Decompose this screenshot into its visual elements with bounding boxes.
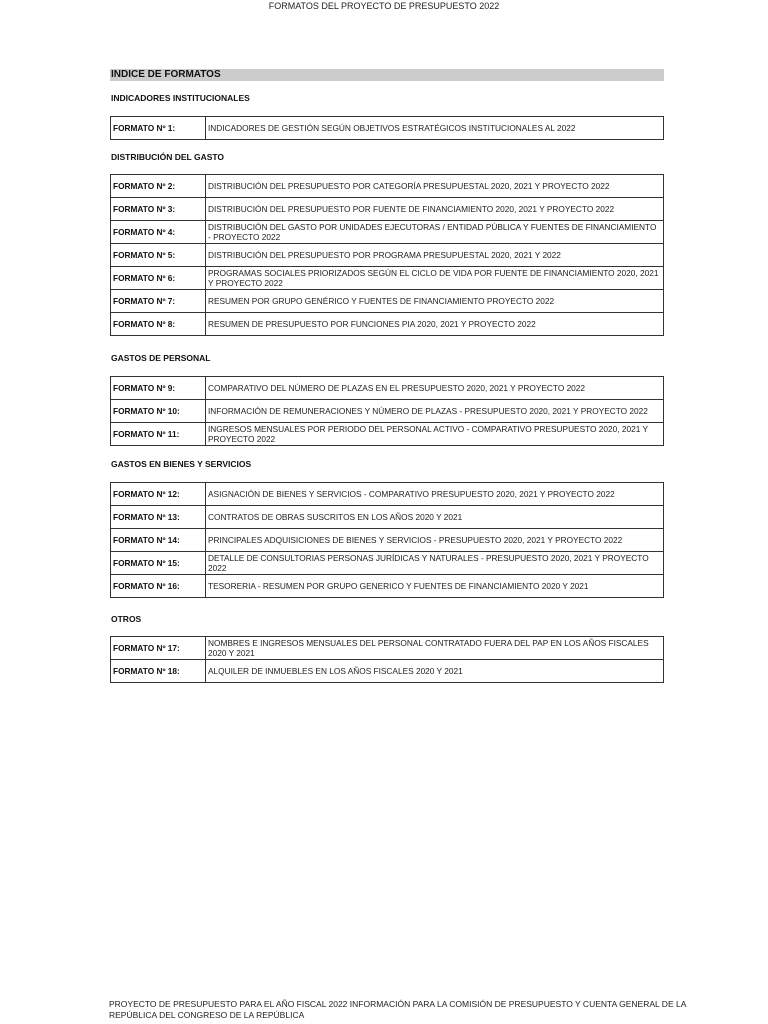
section-title-indicadores: INDICADORES INSTITUCIONALES — [111, 93, 250, 103]
section-title-distribucion: DISTRIBUCIÓN DEL GASTO — [111, 152, 225, 162]
format-code: FORMATO Nº 6: — [111, 267, 206, 290]
format-description: DISTRIBUCIÓN DEL PRESUPUESTO POR PROGRAMA PRESUPUESTAL 2020, 2021 Y 2022 — [206, 244, 664, 267]
format-description: DETALLE DE CONSULTORIAS PERSONAS JURÍDICAS Y NATURALES - PRESUPUESTO 2020, 2021 Y PROYECTO 2022 — [206, 552, 664, 575]
format-description: INFORMACIÓN DE REMUNERACIONES Y NÚMERO DE PLAZAS - PRESUPUESTO 2020, 2021 Y PROYECTO 2022 — [206, 400, 664, 423]
format-code: FORMATO Nº 1: — [111, 117, 206, 140]
section-title-personal: GASTOS DE PERSONAL — [111, 353, 211, 363]
table-row — [111, 660, 664, 683]
format-table-bienes-servicios — [110, 482, 664, 598]
section-title-otros: OTROS — [111, 614, 142, 624]
page-footer: PROYECTO DE PRESUPUESTO PARA EL AÑO FISCAL 2022 INFORMACIÓN PARA LA COMISIÓN DE PRESUPUESTO Y CUENTA GENERAL DE LA REPÚBLICA DEL CONGRESO DE LA REPÚBLICA — [109, 999, 686, 1020]
format-description: ASIGNACIÓN DE BIENES Y SERVICIOS - COMPARATIVO PRESUPUESTO 2020, 2021 Y PROYECTO 2022 — [206, 483, 664, 506]
format-table-personal — [110, 376, 664, 446]
table-row — [111, 221, 664, 244]
table-row — [111, 290, 664, 313]
format-code: FORMATO Nº 3: — [111, 198, 206, 221]
format-code: FORMATO Nº 11: — [111, 423, 206, 446]
table-row — [111, 377, 664, 400]
table-row — [111, 400, 664, 423]
format-code: FORMATO Nº 12: — [111, 483, 206, 506]
table-row — [111, 117, 664, 140]
table-row — [111, 552, 664, 575]
format-code: FORMATO Nº 14: — [111, 529, 206, 552]
format-code: FORMATO Nº 15: — [111, 552, 206, 575]
table-row — [111, 483, 664, 506]
format-description: RESUMEN DE PRESUPUESTO POR FUNCIONES PIA 2020, 2021 Y PROYECTO 2022 — [206, 313, 664, 336]
format-code: FORMATO Nº 10: — [111, 400, 206, 423]
format-code: FORMATO Nº 9: — [111, 377, 206, 400]
format-description: PRINCIPALES ADQUISICIONES DE BIENES Y SERVICIOS - PRESUPUESTO 2020, 2021 Y PROYECTO 2022 — [206, 529, 664, 552]
format-description: INGRESOS MENSUALES POR PERIODO DEL PERSONAL ACTIVO - COMPARATIVO PRESUPUESTO 2020, 2021 Y PROYECTO 2022 — [206, 423, 664, 446]
table-row — [111, 313, 664, 336]
format-code: FORMATO Nº 18: — [111, 660, 206, 683]
format-description: DISTRIBUCIÓN DEL PRESUPUESTO POR CATEGORÍA PRESUPUESTAL 2020, 2021 Y PROYECTO 2022 — [206, 175, 664, 198]
format-code: FORMATO Nº 4: — [111, 221, 206, 244]
format-table-indicadores — [110, 116, 664, 140]
table-row — [111, 423, 664, 446]
index-title: INDICE DE FORMATOS — [110, 69, 664, 81]
table-row — [111, 244, 664, 267]
format-code: FORMATO Nº 13: — [111, 506, 206, 529]
format-table-distribucion — [110, 174, 664, 336]
format-code: FORMATO Nº 2: — [111, 175, 206, 198]
format-description: DISTRIBUCIÓN DEL PRESUPUESTO POR FUENTE DE FINANCIAMIENTO 2020, 2021 Y PROYECTO 2022 — [206, 198, 664, 221]
table-row — [111, 575, 664, 598]
table-row — [111, 529, 664, 552]
format-code: FORMATO Nº 17: — [111, 637, 206, 660]
table-row — [111, 198, 664, 221]
format-description: COMPARATIVO DEL NÚMERO DE PLAZAS EN EL PRESUPUESTO 2020, 2021 Y PROYECTO 2022 — [206, 377, 664, 400]
format-table-otros — [110, 636, 664, 683]
table-row — [111, 637, 664, 660]
format-code: FORMATO Nº 16: — [111, 575, 206, 598]
table-row — [111, 267, 664, 290]
format-code: FORMATO Nº 7: — [111, 290, 206, 313]
table-row — [111, 506, 664, 529]
format-description: CONTRATOS DE OBRAS SUSCRITOS EN LOS AÑOS 2020 Y 2021 — [206, 506, 664, 529]
table-row — [111, 175, 664, 198]
page-header: FORMATOS DEL PROYECTO DE PRESUPUESTO 2022 — [268, 1, 500, 11]
format-description: ALQUILER DE INMUEBLES EN LOS AÑOS FISCALES 2020 Y 2021 — [206, 660, 664, 683]
format-description: PROGRAMAS SOCIALES PRIORIZADOS SEGÚN EL CICLO DE VIDA POR FUENTE DE FINANCIAMIENTO 2020, 2021 Y PROYECTO 2022 — [206, 267, 664, 290]
format-code: FORMATO Nº 8: — [111, 313, 206, 336]
format-description: RESUMEN POR GRUPO GENÉRICO Y FUENTES DE FINANCIAMIENTO PROYECTO 2022 — [206, 290, 664, 313]
format-description: DISTRIBUCIÓN DEL GASTO POR UNIDADES EJECUTORAS / ENTIDAD PÚBLICA Y FUENTES DE FINANCIAMIENTO - PROYECTO 2022 — [206, 221, 664, 244]
format-description: NOMBRES E INGRESOS MENSUALES DEL PERSONAL CONTRATADO FUERA DEL PAP EN LOS AÑOS FISCALES 2020 Y 2021 — [206, 637, 664, 660]
format-description: INDICADORES DE GESTIÓN SEGÚN OBJETIVOS ESTRATÉGICOS INSTITUCIONALES AL 2022 — [206, 117, 664, 140]
format-code: FORMATO Nº 5: — [111, 244, 206, 267]
section-title-bienes-servicios: GASTOS EN BIENES Y SERVICIOS — [111, 459, 252, 469]
format-description: TESORERIA - RESUMEN POR GRUPO GENERICO Y FUENTES DE FINANCIAMIENTO 2020 Y 2021 — [206, 575, 664, 598]
